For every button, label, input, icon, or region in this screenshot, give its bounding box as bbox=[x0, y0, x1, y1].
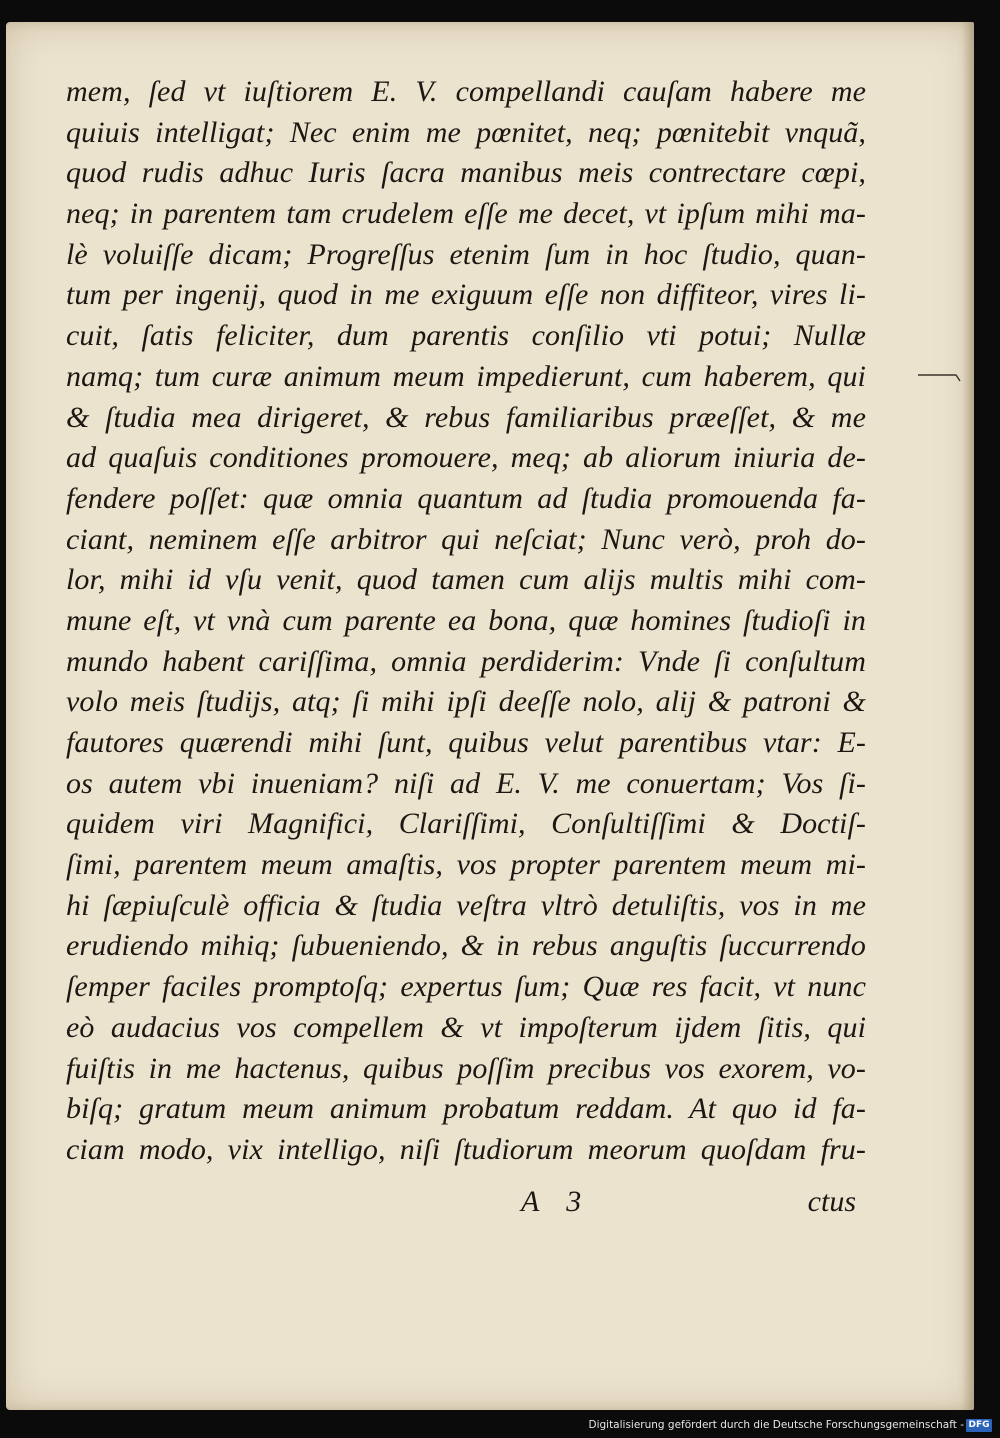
margin-pencil-mark bbox=[916, 367, 964, 385]
page-text-block bbox=[66, 72, 866, 1171]
text-line: volo meis ſtudijs, atq; ſi mihi ipſi deeſſe nolo, alij & patroni & bbox=[66, 685, 866, 719]
text-line: ſemper faciles promptoſq; expertus ſum; Quæ res facit, vt nunc bbox=[66, 970, 866, 1004]
text-line: ad quaſuis conditiones promouere, meq; ab aliorum iniuria de- bbox=[66, 441, 866, 475]
text-line: quidem viri Magnifici, Clariſſimi, Conſultiſſimi & Doctiſ- bbox=[66, 807, 866, 841]
text-line: hi ſæpiuſculè officia & ſtudia veſtra vltrò detuliſtis, vos in me bbox=[66, 888, 866, 922]
page-edge-shadow bbox=[962, 22, 974, 1410]
text-line: ſimi, parentem meum amaſtis, vos propter parentem meum mi- bbox=[66, 848, 866, 882]
book-page bbox=[6, 22, 974, 1410]
text-line: eò audacius vos compellem & vt impoſterum ijdem ſitis, qui bbox=[66, 1010, 866, 1044]
text-line: quiuis intelligat; Nec enim me pœnitet, neq; pœnitebit vnquã, bbox=[66, 115, 866, 149]
text-line: fautores quærendi mihi ſunt, quibus velut parentibus vtar: E- bbox=[66, 726, 866, 759]
text-line: tum per ingenij, quod in me exiguum eſſe non diffiteor, vires li- bbox=[66, 278, 866, 312]
text-line: fendere poſſet: quæ omnia quantum ad ſtudia promouenda fa- bbox=[66, 481, 866, 515]
digitization-credit: Digitalisierung gefördert durch die Deutsche Forschungsgemeinschaft - bbox=[588, 1419, 964, 1431]
text-line: mune eſt, vt vnà cum parente ea bona, quæ homines ſtudioſi in bbox=[66, 603, 866, 637]
text-line: cuit, ſatis feliciter, dum parentis conſilio vti potui; Nullæ bbox=[66, 319, 866, 353]
text-line: erudiendo mihiq; ſubueniendo, & in rebus anguſtis ſuccurrendo bbox=[66, 929, 866, 963]
text-line: neq; in parentem tam crudelem eſſe me decet, vt ipſum mihi ma- bbox=[66, 197, 866, 231]
text-line: ciam modo, vix intelligo, niſi ſtudiorum meorum quoſdam fru- bbox=[66, 1132, 866, 1166]
text-line: mundo habent cariſſima, omnia perdiderim: Vnde ſi conſultum bbox=[66, 644, 866, 678]
text-line: mem, ſed vt iuſtiorem E. V. compellandi cauſam habere me bbox=[66, 75, 866, 108]
text-line: namq; tum curæ animum meum impedierunt, cum haberem, qui bbox=[66, 359, 866, 393]
text-line: lè voluiſſe dicam; Progreſſus etenim ſum in hoc ſtudio, quan- bbox=[66, 237, 866, 271]
text-line: os autem vbi inueniam? niſi ad E. V. me conuertam; Vos ſi- bbox=[66, 766, 866, 800]
text-line: ciant, neminem eſſe arbitror qui neſciat; Nunc verò, proh do- bbox=[66, 522, 866, 556]
page-footer bbox=[66, 1185, 866, 1233]
text-line: fuiſtis in me hactenus, quibus poſſim precibus vos exorem, vo- bbox=[66, 1051, 866, 1085]
text-line: biſq; gratum meum animum probatum reddam. At quo id fa- bbox=[66, 1092, 866, 1126]
text-line: quod rudis adhuc Iuris ſacra manibus meis contrectare cœpi, bbox=[66, 156, 866, 190]
text-line: & ſtudia mea dirigeret, & rebus familiaribus præeſſet, & me bbox=[66, 400, 866, 434]
dfg-logo-icon: DFG bbox=[966, 1419, 992, 1432]
text-line: lor, mihi id vſu venit, quod tamen cum alijs multis mihi com- bbox=[66, 563, 866, 597]
signature-mark: A 3 bbox=[521, 1185, 592, 1218]
catchword: ctus bbox=[807, 1185, 856, 1218]
